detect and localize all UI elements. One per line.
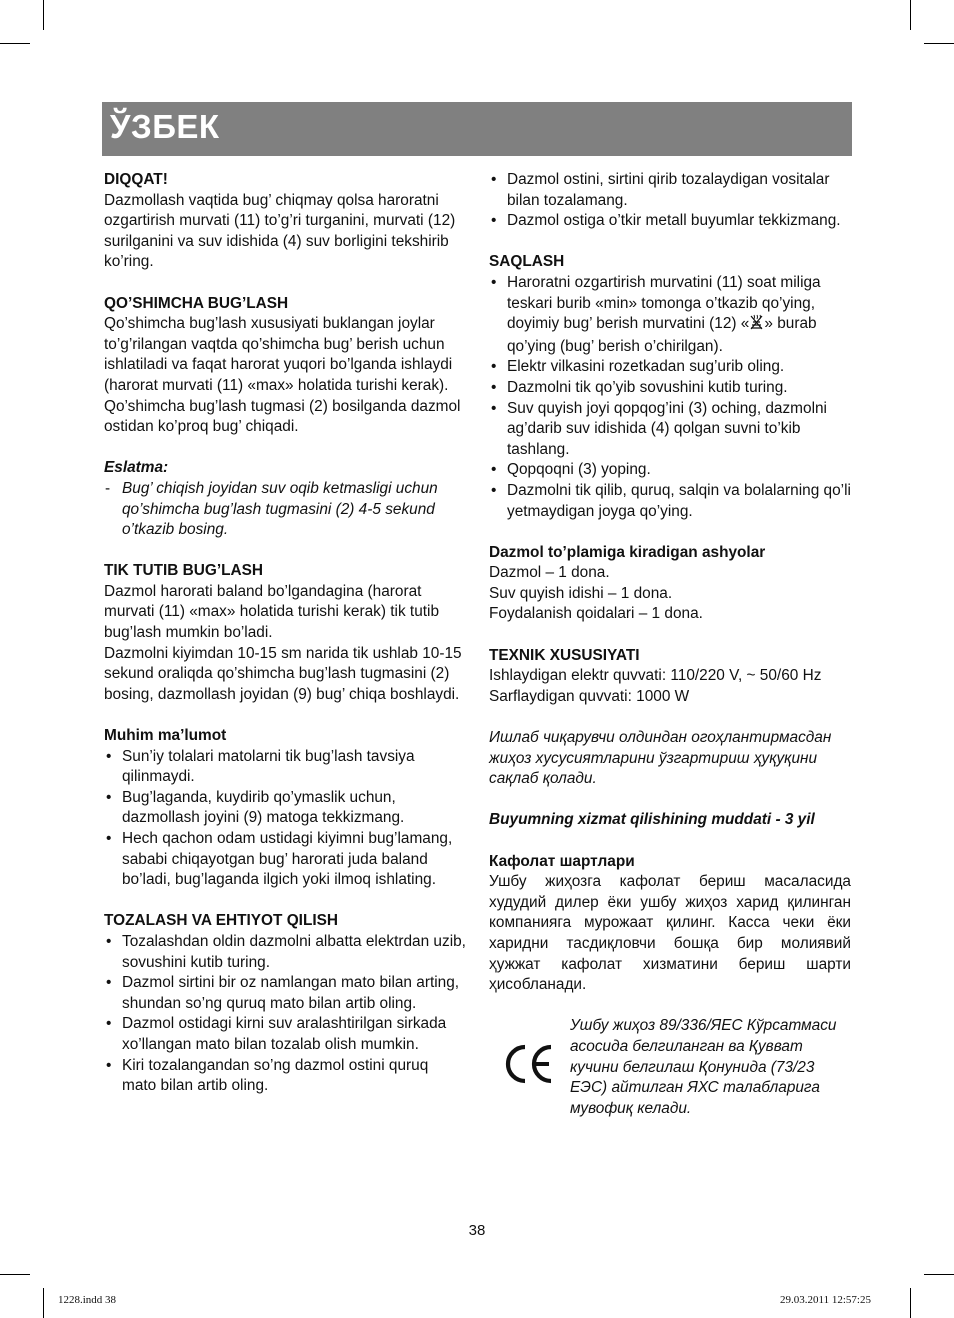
bullet-list xyxy=(104,747,466,891)
list-item: • Dazmolni tik qo’yib sovushini kutib turing. xyxy=(489,378,851,399)
list-item-text: Haroratni ozgartirish murvatini (11) soat miliga teskari burib «min» tomonga o’tkazib qo’ying, doyimiy bug’ berish murvatini (12) « xyxy=(507,273,821,333)
list-item: • Hech qachon odam ustidagi kiyimni bug’lamang, sababi chiqayotgan bug’ harorati juda baland bo’ladi, bug’laganda ilgich yoki ilmoq ishlating. xyxy=(104,829,466,891)
crop-mark xyxy=(924,43,954,44)
crop-mark xyxy=(0,1274,30,1275)
left-column xyxy=(104,170,466,1097)
list-item: • Sun’iy tolalari matolarni tik bug’lash tavsiya qilinmaydi. xyxy=(104,747,466,788)
paragraph: Foydalanish qoidalari – 1 dona. xyxy=(489,605,703,623)
list-item: • Dazmol ostiga o’tkir metall buyumlar tekkizmang. xyxy=(489,211,851,232)
right-column xyxy=(489,170,851,1140)
list-item: • Qopqoqni (3) yoping. xyxy=(489,460,851,481)
section-heading: TOZALASH VA EHTIYOT QILISH xyxy=(104,912,338,930)
paragraph: Qo’shimcha bug’lash tugmasi (2) bosilganda dazmol ostidan ko’proq bug’ chiqadi. xyxy=(104,397,461,436)
manufacturer-note: Ишлаб чиқарувчи олдиндан огоҳлантирмасдан жиҳоз хусусиятларини ўзгартириш ҳуқуқини сақлаб қолади. xyxy=(489,729,832,788)
paragraph: Qo’shimcha bug’lash xususiyati buklangan joylar to’g’rilangan vaqtda qo’shimcha bug’ berish uchun ishlatiladi va faqat harorat yuqori bo’lganda ishlaydi (harorat murvati (11) «max» holatida turishi kerak). xyxy=(104,315,453,394)
list-item: • Tozalashdan oldin dazmolni albatta elektrdan uzib, sovushini kutib turing. xyxy=(104,932,466,973)
section-heading: Muhim ma’lumot xyxy=(104,727,227,745)
ce-mark-icon xyxy=(503,1042,555,1086)
list-item: • Dazmol ostini, sirtini qirib tozalaydigan vositalar bilan tozalamang. xyxy=(489,170,851,211)
list-item: • Suv quyish joyi qopqog’ini (3) oching, dazmolni ag’darib suv idishida (4) qolgan suvni to’kib tashlang. xyxy=(489,399,851,461)
list-item-text: » burab qo’ying (bug’ berish o’chirilgan). xyxy=(507,315,817,355)
paragraph: Dazmollash vaqtida bug’ chiqmay qolsa haroratni ozgartirish murvati (11) to’g’ri turganini, murvati (12) surilganini va suv idishida (4) suv borligini tekshirib ko’ring. xyxy=(104,191,456,271)
crop-mark xyxy=(910,0,911,30)
paragraph: Ушбу жиҳозга кафолат бериш масаласида худудий дилер ёки ушбу жиҳоз харид қилинган компанияга мурожаат қилинг. Касса чеки ёки харидни тасдиқловчи бошқа бир молиявий ҳужжат кафолат хизматини бериш шарти ҳисобланади. xyxy=(489,873,851,994)
crop-mark xyxy=(43,0,44,30)
bullet-list xyxy=(489,273,851,522)
note-list xyxy=(104,479,466,541)
list-item: • Elektr vilkasini rozetkadan sug’urib oling. xyxy=(489,357,851,378)
paragraph: Dazmol – 1 dona. xyxy=(489,564,610,582)
steam-off-icon xyxy=(749,314,764,337)
crop-mark xyxy=(0,43,30,44)
language-header-bar xyxy=(102,102,852,156)
section-heading: Dazmol to’plamiga kiradigan ashyolar xyxy=(489,543,766,561)
bullet-list xyxy=(489,170,851,232)
crop-mark xyxy=(910,1288,911,1318)
paragraph: Sarflaydigan quvvati: 1000 W xyxy=(489,687,690,705)
crop-mark xyxy=(43,1288,44,1318)
list-item: • Dazmol sirtini bir oz namlangan mato bilan arting, shundan so’ng quruq mato bilan artib oling. xyxy=(104,973,466,1014)
section-heading: SAQLASH xyxy=(489,253,565,271)
bullet-list xyxy=(104,932,466,1097)
paragraph: Suv quyish idishi – 1 dona. xyxy=(489,584,673,602)
list-item: • Dazmol ostidagi kirni suv aralashtirilgan sirkada xo’llangan mato bilan tozalab olish mumkin. xyxy=(104,1014,466,1055)
list-item: • Bug’laganda, kuydirib qo’ymaslik uchun, dazmollash joyini (9) matoga tekkizmang. xyxy=(104,788,466,829)
date-slug: 29.03.2011 12:57:25 xyxy=(780,1294,871,1306)
list-item: • Kiri tozalangandan so’ng dazmol ostini quruq mato bilan artib oling. xyxy=(104,1056,466,1097)
paragraph: Dazmol harorati baland bo’lgandagina (harorat murvati (11) «max» holatida turishi kerak) tik tutib bug’lash mumkin bo’ladi. xyxy=(104,582,440,642)
ce-text: Ушбу жиҳоз 89/336/ЯЕС Кўрсатмаси асосида белгиланган ва Қувват кучини белгилаш Қонунида (73/23 ЕЭС) айтилган ЯХС талабларига мувофиқ келади. xyxy=(570,1017,837,1117)
service-life: Buyumning xizmat qilishining muddati - 3 yil xyxy=(489,811,815,829)
page-number: 38 xyxy=(468,1222,486,1239)
list-item: - Bug’ chiqish joyidan suv oqib ketmasligi uchun qo’shimcha bug’lash tugmasini (2) 4-5 sekund o’tkazib bosing. xyxy=(104,479,466,541)
section-heading: Кафолат шартлари xyxy=(489,852,635,870)
note-heading: Eslatma: xyxy=(104,459,169,477)
list-item: • Dazmolni tik qilib, quruq, salqin va bolalarning qo’li yetmaydigan joyga qo’ying. xyxy=(489,481,851,522)
section-heading: QO’SHIMCHA BUG’LASH xyxy=(104,294,289,312)
ce-compliance-block xyxy=(489,1016,851,1140)
paragraph: Ishlaydigan elektr quvvati: 110/220 V, ~ 50/60 Hz xyxy=(489,667,822,685)
file-slug: 1228.indd 38 xyxy=(58,1294,117,1306)
crop-mark xyxy=(924,1274,954,1275)
section-heading: TIK TUTIB BUG’LASH xyxy=(104,562,264,580)
paragraph: Dazmolni kiyimdan 10-15 sm narida tik ushlab 10-15 sekund oraliqda qo’shimcha bug’lash tugmasini (2) bosing, dazmollash joyidan (9) bug’ chiqa boshlaydi. xyxy=(104,644,462,703)
section-heading: DIQQAT! xyxy=(104,171,168,188)
language-title: ЎЗБЕК xyxy=(110,108,220,145)
section-heading: TEXNIK XUSUSIYATI xyxy=(489,646,640,664)
list-item xyxy=(489,273,851,357)
